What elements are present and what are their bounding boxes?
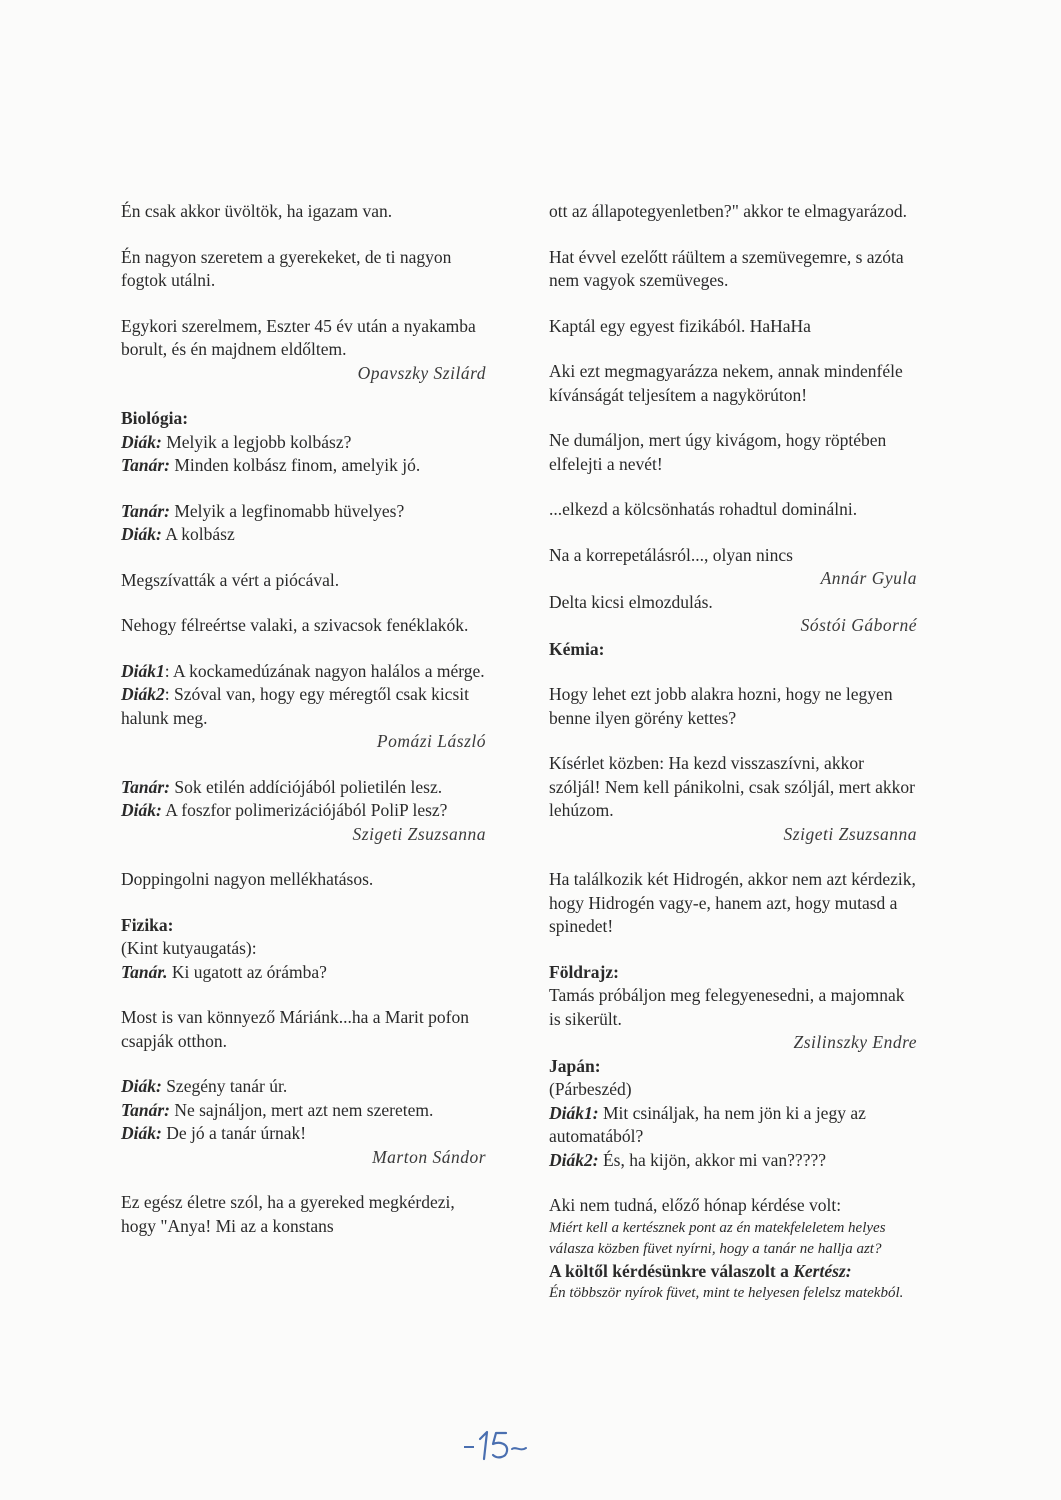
dialogue-line (121, 454, 486, 478)
paragraph: Delta kicsi elmozdulás. (549, 591, 713, 612)
section-heading-japan: Japán: (549, 1055, 601, 1076)
speaker: Diák2 (121, 684, 165, 704)
dialogue-text: Szegény tanár úr. (161, 1076, 288, 1096)
paragraph: Én csak akkor üvöltök, ha igazam van. (121, 201, 393, 221)
speaker: Diák: (121, 1076, 162, 1096)
answer-heading (549, 1260, 917, 1284)
dialogue-text: A kolbász (161, 524, 235, 544)
left-column (121, 200, 486, 1238)
paragraph: Aki ezt megmagyarázza nekem, annak mindenféle kívánságát teljesítem a nagykörúton! (549, 361, 903, 405)
speaker: Diák1 (121, 660, 165, 681)
paragraph: (Kint kutyaugatás): (121, 938, 257, 958)
paragraph: Na a korrepetálásról..., olyan nincs (549, 544, 793, 565)
dialogue-line (121, 1099, 486, 1123)
dialogue-line (121, 1122, 486, 1146)
dialogue-line (121, 776, 486, 800)
paragraph: (Párbeszéd) (549, 1079, 632, 1099)
right-column (549, 200, 917, 1304)
dialogue-text: Melyik a legjobb kolbász? (161, 431, 352, 452)
speaker: Diák1: (549, 1102, 599, 1123)
dialogue-text: A foszfor polimerizációjából PoliP lesz? (161, 800, 448, 820)
attribution: Opavszky Szilárd (357, 362, 486, 383)
dialogue-text: Ki ugatott az órámba? (167, 961, 327, 982)
section-heading-fizika: Fizika: (121, 914, 174, 935)
paragraph: Hogy lehet ezt jobb alakra hozni, hogy ne legyen benne ilyen görény kettes? (549, 684, 893, 728)
dialogue-text: De jó a tanár úrnak! (161, 1123, 307, 1143)
paragraph: Kaptál egy egyest fizikából. HaHaHa (549, 315, 811, 336)
dialogue-text: Mit csináljak, ha nem jön ki a jegy az automatából? (549, 1102, 866, 1146)
paragraph: Ne dumáljon, mert úgy kivágom, hogy röptében elfelejti a nevét! (549, 430, 887, 474)
paragraph: Nehogy félreértse valaki, a szivacsok fenéklakók. (121, 615, 469, 635)
question-text: Miért kell a kertésznek pont az én matekfeleletem helyes válasza közben füvet nyírni, hogy a tanár ne hallja azt? (549, 1219, 886, 1257)
speaker: Diák: (121, 800, 162, 820)
dialogue-text: És, ha kijön, akkor mi van????? (598, 1149, 826, 1170)
dialogue-text: Ne sajnáljon, mert azt nem szeretem. (169, 1099, 434, 1120)
attribution: Marton Sándor (372, 1146, 486, 1167)
dialogue-line (121, 961, 486, 985)
speaker: Tanár: (121, 455, 170, 475)
attribution: Szigeti Zsuzsanna (352, 823, 486, 844)
attribution: Pomázi László (376, 731, 486, 751)
paragraph: Doppingolni nagyon mellékhatásos. (121, 869, 374, 889)
section-heading-biologia: Biológia: (121, 408, 189, 428)
page-number (460, 1425, 540, 1465)
dialogue-text: Melyik a legfinomabb hüvelyes? (169, 500, 405, 521)
paragraph: ...elkezd a kölcsönhatás rohadtul dominálni. (549, 499, 858, 519)
paragraph: Ez egész életre szól, ha a gyereked megkérdezi, hogy "Anya! Mi az a konstans (121, 1192, 455, 1236)
paragraph: Hat évvel ezelőtt ráültem a szemüvegemre, s azóta nem vagyok szemüveges. (549, 246, 904, 290)
dialogue-line (121, 799, 486, 823)
speaker: Kertész: (793, 1260, 852, 1281)
speaker: Diák: (121, 524, 162, 544)
dialogue-line (121, 683, 486, 730)
speaker: Diák2: (549, 1149, 599, 1170)
attribution: Sóstói Gáborné (800, 615, 917, 635)
dialogue-line (121, 431, 486, 455)
paragraph: Én nagyon szeretem a gyerekeket, de ti nagyon fogtok utálni. (121, 246, 452, 290)
paragraph: Most is van könnyező Máriánk...ha a Marit pofon csapják otthon. (121, 1007, 469, 1051)
speaker: Tanár. (121, 961, 168, 982)
paragraph: Aki nem tudná, előző hónap kérdése volt: (549, 1195, 842, 1215)
dialogue-text: Sok etilén addíciójából polietilén lesz. (169, 776, 443, 797)
dialogue-text: : A kockamedúzának nagyon halálos a mérge. (164, 660, 485, 681)
answer-heading-text: A költől kérdésünkre válaszolt a (549, 1260, 794, 1281)
speaker: Diák: (121, 1123, 162, 1143)
attribution: Szigeti Zsuzsanna (783, 823, 917, 844)
paragraph: Megszívatták a vért a piócával. (121, 569, 340, 590)
dialogue-line (121, 660, 486, 684)
paragraph: Kísérlet közben: Ha kezd visszaszívni, akkor szóljál! Nem kell pánikolni, csak szóljál, mert akkor lehúzom. (549, 753, 915, 820)
dialogue-line (121, 1075, 486, 1099)
attribution: Zsilinszky Endre (793, 1032, 917, 1052)
section-heading-foldrajz: Földrajz: (549, 961, 619, 982)
paragraph: Tamás próbáljon meg felegyenesedni, a majomnak is sikerült. (549, 985, 905, 1029)
speaker: Tanár: (121, 500, 170, 521)
dialogue-line (549, 1102, 917, 1149)
speaker: Tanár: (121, 1099, 170, 1120)
answer-text: Én többször nyírok füvet, mint te helyesen felelsz matekból. (549, 1285, 904, 1301)
section-heading-kemia: Kémia: (549, 638, 605, 659)
paragraph: Ha találkozik két Hidrogén, akkor nem azt kérdezik, hogy Hidrogén vagy-e, hanem azt, hogy mutasd a spinedet! (549, 869, 916, 936)
dialogue-line (549, 1149, 917, 1173)
dialogue-text: Minden kolbász finom, amelyik jó. (169, 455, 421, 475)
paragraph: Egykori szerelmem, Eszter 45 év után a nyakamba borult, és én majdnem eldőltem. (121, 315, 476, 359)
speaker: Tanár: (121, 776, 170, 797)
speaker: Diák: (121, 431, 162, 452)
handwritten-page-number (460, 1425, 540, 1465)
paragraph: ott az állapotegyenletben?" akkor te elmagyarázod. (549, 201, 907, 221)
attribution: Annár Gyula (820, 568, 917, 588)
dialogue-text: : Szóval van, hogy egy méregtől csak kicsit halunk meg. (121, 684, 469, 728)
dialogue-line (121, 523, 486, 547)
dialogue-line (121, 500, 486, 524)
